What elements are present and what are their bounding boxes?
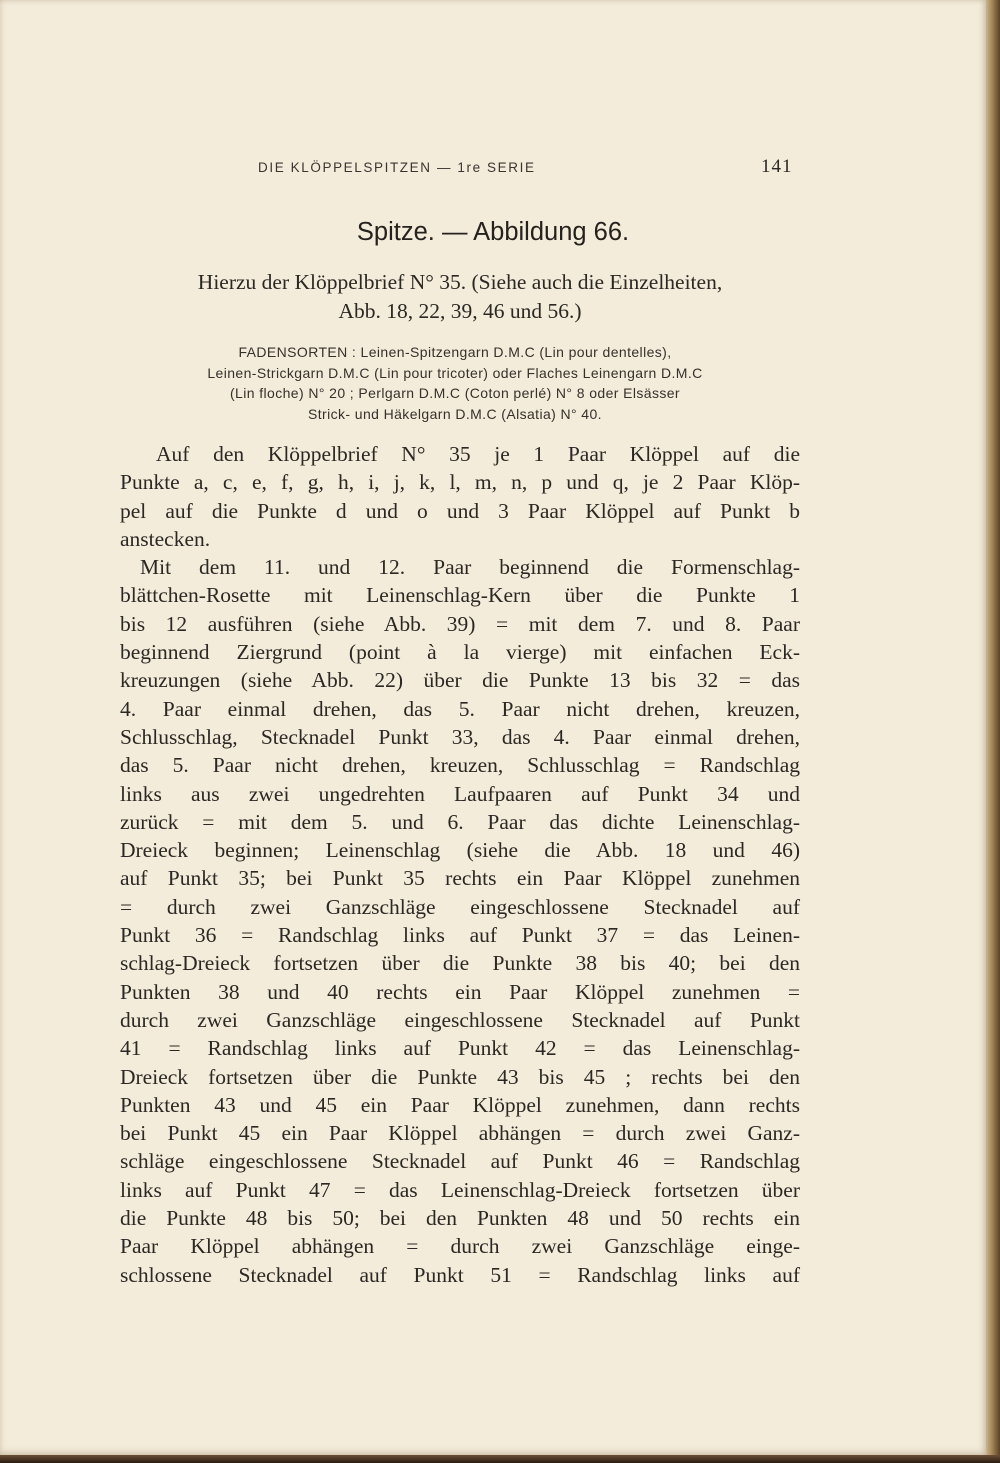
text-line: links aus zwei ungedrehten Laufpaaren auf Punkt 34 und — [120, 781, 800, 806]
text-line: Dreieck fortsetzen über die Punkte 43 bis 45 ; rechts bei den — [120, 1064, 800, 1089]
page-header — [0, 156, 986, 184]
text-line: schlossene Stecknadel auf Punkt 51 = Randschlag links auf — [120, 1262, 800, 1287]
text-line: schlag-Dreieck fortsetzen über die Punkte 38 bis 40; bei den — [120, 951, 800, 976]
thread-types-line: Leinen-Strickgarn D.M.C (Lin pour tricoter) oder Flaches Leinengarn D.M.C — [207, 364, 703, 381]
text-line: pel auf die Punkte d und o und 3 Paar Klöppel auf Punkt b — [120, 498, 800, 523]
text-line: beginnend Ziergrund (point à la vierge) mit einfachen Eck- — [120, 640, 800, 665]
text-line: Punkten 43 und 45 ein Paar Klöppel zunehmen, dann rechts — [120, 1092, 800, 1117]
page-bottom-edge — [0, 1455, 1000, 1463]
text-line: Dreieck beginnen; Leinenschlag (siehe die Abb. 18 und 46) — [120, 838, 800, 863]
text-line: 4. Paar einmal drehen, das 5. Paar nicht drehen, kreuzen, — [120, 696, 800, 721]
text-line: Punkten 38 und 40 rechts ein Paar Klöppel zunehmen = — [120, 979, 800, 1004]
thread-types-line: FADENSORTEN : Leinen-Spitzengarn D.M.C (Lin pour dentelles), — [238, 344, 672, 360]
thread-types-note — [110, 342, 800, 424]
text-line: Mit dem 11. und 12. Paar beginnend die Formenschlag- — [140, 555, 800, 580]
text-line: Paar Klöppel abhängen = durch zwei Ganzschläge einge- — [120, 1234, 800, 1259]
intro-text — [120, 268, 800, 326]
intro-line: Hierzu der Klöppelbrief N° 35. (Siehe auch die Einzelheiten, — [197, 270, 723, 294]
text-line: bei Punkt 45 ein Paar Klöppel abhängen = durch zwei Ganz- — [120, 1121, 800, 1146]
text-line: Punkte a, c, e, f, g, h, i, j, k, l, m, n, p und q, je 2 Paar Klöp- — [120, 470, 800, 495]
text-line: anstecken. — [120, 526, 211, 551]
thread-types-line: Strick- und Häkelgarn D.M.C (Alsatia) N° 40. — [308, 405, 602, 422]
text-line: Punkt 36 = Randschlag links auf Punkt 37 = das Leinen- — [120, 923, 800, 948]
thread-types-line: (Lin floche) N° 20 ; Perlgarn D.M.C (Coton perlé) N° 8 oder Elsässer — [229, 385, 680, 401]
text-line: zurück = mit dem 5. und 6. Paar das dichte Leinenschlag- — [120, 809, 800, 834]
text-line: das 5. Paar nicht drehen, kreuzen, Schlusschlag = Randschlag — [120, 753, 800, 778]
running-head: DIE KLÖPPELSPITZEN — 1re SERIE — [258, 160, 536, 175]
paragraph-1 — [120, 440, 800, 553]
paragraph-2 — [120, 553, 800, 1289]
text-line: schläge eingeschlossene Stecknadel auf Punkt 46 = Randschlag — [120, 1149, 800, 1174]
text-line: kreuzungen (siehe Abb. 22) über die Punkte 13 bis 32 = das — [120, 668, 800, 693]
page-number: 141 — [761, 156, 793, 177]
page-edge — [986, 0, 1000, 1463]
text-line: Auf den Klöppelbrief N° 35 je 1 Paar Klöppel auf die — [156, 442, 800, 466]
text-line: blättchen-Rosette mit Leinenschlag-Kern über die Punkte 1 — [120, 583, 800, 608]
text-line: 41 = Randschlag links auf Punkt 42 = das Leinenschlag- — [120, 1036, 800, 1061]
text-line: links auf Punkt 47 = das Leinenschlag-Dreieck fortsetzen über — [120, 1177, 800, 1202]
intro-line: Abb. 18, 22, 39, 46 und 56.) — [338, 299, 582, 323]
text-line: durch zwei Ganzschläge eingeschlossene Stecknadel auf Punkt — [120, 1007, 800, 1032]
section-title: Spitze. — Abbildung 66. — [356, 218, 630, 246]
text-line: bis 12 ausführen (siehe Abb. 39) = mit dem 7. und 8. Paar — [120, 611, 800, 636]
text-line: = durch zwei Ganzschläge eingeschlossene Stecknadel auf — [120, 894, 800, 919]
text-line: Schlusschlag, Stecknadel Punkt 33, das 4. Paar einmal drehen, — [120, 724, 800, 749]
text-line: auf Punkt 35; bei Punkt 35 rechts ein Paar Klöppel zunehmen — [120, 866, 800, 891]
body-text — [120, 440, 800, 1289]
text-line: die Punkte 48 bis 50; bei den Punkten 48 und 50 rechts ein — [120, 1206, 800, 1231]
